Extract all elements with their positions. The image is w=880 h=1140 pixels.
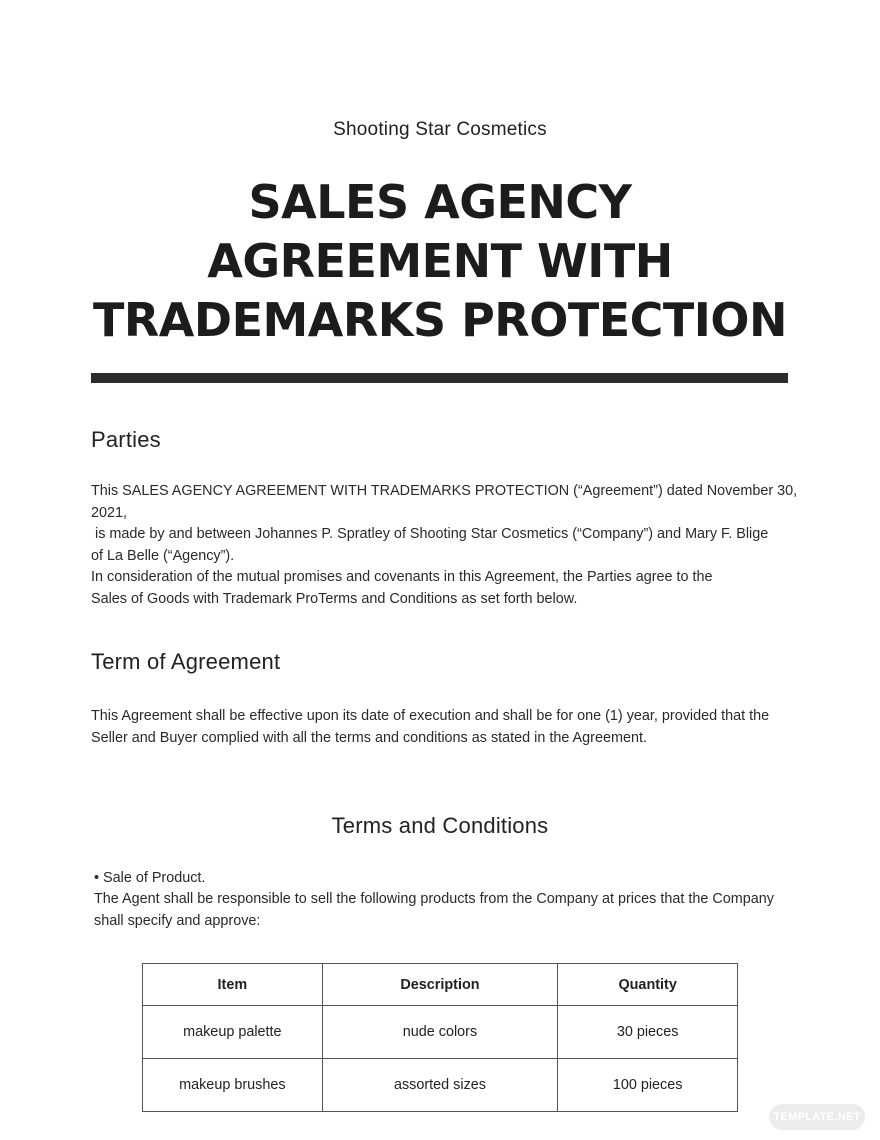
title-line: SALES AGENCY [248, 175, 632, 229]
table-row [143, 1006, 738, 1059]
column-header-quantity: Quantity [558, 964, 738, 1006]
table-row [143, 1059, 738, 1112]
parties-heading: Parties [91, 427, 161, 452]
title-divider [91, 373, 788, 383]
term-heading: Term of Agreement [91, 649, 281, 674]
table-header-row [143, 964, 738, 1006]
terms-paragraph [94, 889, 814, 932]
text-line: This Agreement shall be effective upon its date of execution and shall be for one (1) year, provided that the [91, 708, 770, 724]
text-line: Sales of Goods with Trademark ProTerms and Conditions as set forth below. [91, 590, 578, 607]
parties-paragraph-1 [91, 481, 811, 567]
title-line: AGREEMENT WITH [207, 234, 673, 288]
cell-description: nude colors [322, 1006, 558, 1059]
text-line: of La Belle (“Agency”). [91, 547, 235, 564]
cell-item: makeup brushes [143, 1059, 323, 1112]
column-header-description: Description [322, 964, 558, 1006]
cell-item: makeup palette [143, 1006, 323, 1059]
text-line: This SALES AGENCY AGREEMENT WITH TRADEMARKS PROTECTION (“Agreement”) dated November 30, 2021, [91, 483, 798, 521]
term-paragraph [91, 706, 811, 749]
text-line: shall specify and approve: [94, 912, 261, 929]
products-table [142, 963, 738, 1112]
cell-quantity: 30 pieces [558, 1006, 738, 1059]
cell-quantity: 100 pieces [558, 1059, 738, 1112]
text-line: is made by and between Johannes P. Spratley of Shooting Star Cosmetics (“Company”) and Mary F. Blige [95, 526, 769, 542]
title-line: TRADEMARKS PROTECTION [93, 293, 787, 347]
cell-description: assorted sizes [322, 1059, 558, 1112]
sale-of-product-bullet: • Sale of Product. [94, 870, 206, 886]
column-header-item: Item [143, 964, 323, 1006]
terms-conditions-heading: Terms and Conditions [331, 813, 549, 838]
company-name: Shooting Star Cosmetics [333, 119, 547, 140]
text-line: Seller and Buyer complied with all the terms and conditions as stated in the Agreement. [91, 729, 647, 746]
document-title [60, 173, 820, 350]
text-line: In consideration of the mutual promises and covenants in this Agreement, the Parties agree to the [91, 569, 713, 585]
text-line: The Agent shall be responsible to sell the following products from the Company at prices that the Company [94, 891, 774, 907]
watermark-badge: TEMPLATE.NET [769, 1104, 865, 1130]
parties-paragraph-2 [91, 567, 811, 610]
